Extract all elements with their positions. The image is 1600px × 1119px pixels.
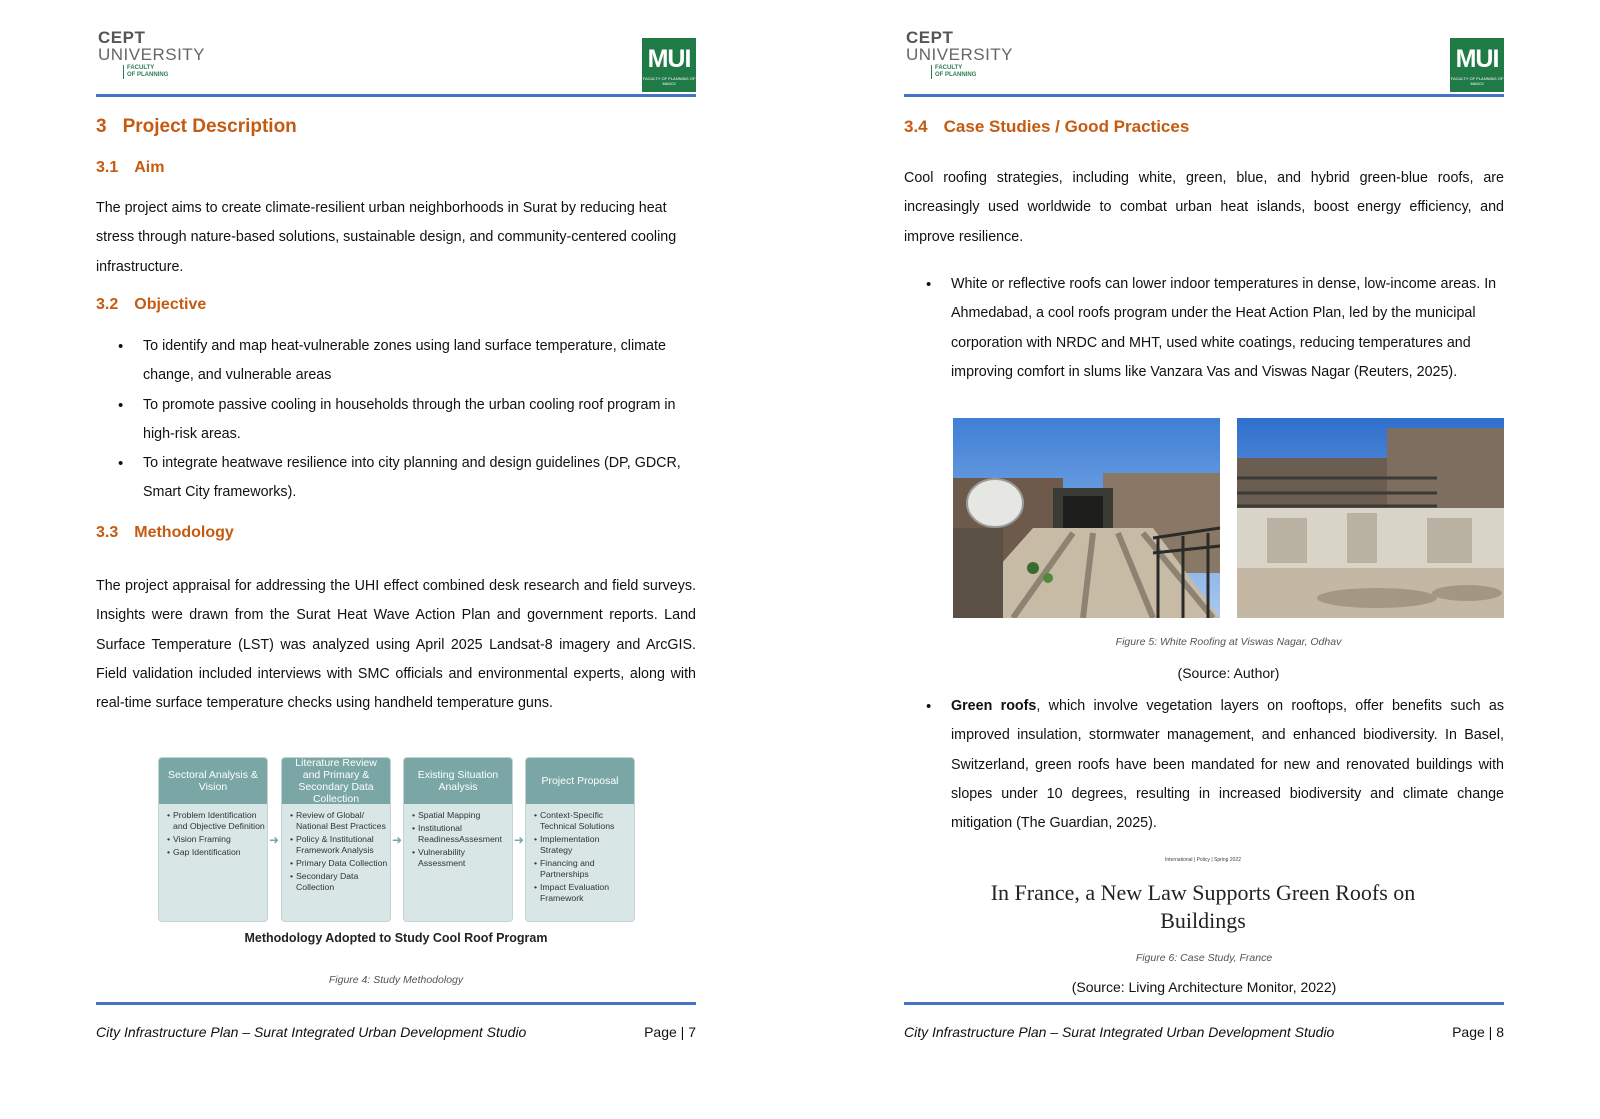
case-bullet-item: • Green roofs, which involve vegetation layers on rooftops, offer benefits such as improved insulation, stormwater management, and enhanced biodiversity. In Basel, Switzerland, green roofs have been mandated for new and renovated buildings with slopes under 10 degrees, resulting in increased biodiversity and climate change mitigation (The Guardian, 2025). [904, 692, 1504, 838]
objective-item: • To identify and map heat-vulnerable zones using land surface temperature, climate change, and vulnerable areas [96, 332, 696, 391]
article-meta: International | Policy | Spring 2022 [1165, 857, 1241, 863]
diagram-column-title: Sectoral Analysis & Vision [159, 758, 267, 804]
subheading-aim: 3.1 Aim [96, 159, 165, 176]
arrow-right-icon: ➜ [513, 833, 525, 847]
diagram-column-title: Existing Situation Analysis [404, 758, 512, 804]
subheading-methodology: 3.3 Methodology [96, 524, 234, 541]
objective-item: • To promote passive cooling in households through the urban cooling roof program in high-risk areas. [96, 391, 696, 450]
cept-university-logo [98, 30, 208, 82]
case-bullet-green-roofs [904, 692, 1504, 838]
case-bullet-white-roofs [904, 270, 1504, 387]
arrow-right-icon: ➜ [391, 833, 403, 847]
logo-text-cept: CEPT [906, 28, 954, 47]
subheading-case-studies: 3.4 Case Studies / Good Practices [904, 117, 1190, 136]
diagram-item: • Review of Global/ National Best Practices [290, 810, 388, 832]
footer-rule [904, 1002, 1504, 1005]
page-number: Page | 7 [644, 1024, 696, 1040]
diagram-item: • Context-Specific Technical Solutions [534, 810, 632, 832]
diagram-item: • Gap Identification [167, 847, 265, 858]
aim-paragraph: The project aims to create climate-resilient urban neighborhoods in Surat by reducing heat stress through nature-based solutions, sustainable design, and community-centered cooling infrastructure. [96, 200, 677, 275]
mui-logo: MUI FACULTY OF PLANNING OF MADOI [1450, 38, 1504, 92]
header-rule [904, 94, 1504, 97]
logo-text-faculty: FACULTY OF PLANNING [123, 65, 208, 79]
diagram-column-literature-review [281, 757, 391, 922]
diagram-title: Methodology Adopted to Study Cool Roof Program [244, 931, 548, 945]
photo-white-roofing-terrace [953, 418, 1220, 618]
diagram-item: • Vision Framing [167, 834, 265, 845]
diagram-item: • Primary Data Collection [290, 858, 388, 869]
figure-5-source: (Source: Author) [1177, 665, 1280, 681]
logo-text-faculty: FACULTY OF PLANNING [931, 65, 1016, 79]
diagram-column-existing-situation [403, 757, 513, 922]
objective-item: • To integrate heatwave resilience into city planning and design guidelines (DP, GDCR, Smart City frameworks). [96, 449, 696, 508]
diagram-column-project-proposal [525, 757, 635, 922]
diagram-item: • Institutional ReadinessAssesment [412, 823, 510, 845]
figure-4-caption: Figure 4: Study Methodology [328, 974, 464, 986]
arrow-right-icon: ➜ [268, 833, 280, 847]
figure-5-caption: Figure 5: White Roofing at Viswas Nagar, Odhav [1115, 636, 1342, 648]
section-heading-project-description: 3 Project Description [96, 116, 297, 137]
footer-rule [96, 1002, 696, 1005]
mui-logo: MUI FACULTY OF PLANNING OF MADOI [642, 38, 696, 92]
cept-university-logo [906, 30, 1016, 82]
case-intro-paragraph: Cool roofing strategies, including white, green, blue, and hybrid green-blue roofs, are increasingly used worldwide to combat urban heat islands, boost energy efficiency, and improve resilience. [904, 170, 1504, 245]
diagram-item: • Problem Identification and Objective Definition [167, 810, 265, 832]
subheading-objective: 3.2 Objective [96, 296, 207, 313]
diagram-item: • Financing and Partnerships [534, 858, 632, 880]
logo-text-cept: CEPT [98, 28, 146, 47]
footer-title: City Infrastructure Plan – Surat Integrated Urban Development Studio [904, 1024, 1335, 1040]
diagram-column-sectoral-analysis [158, 757, 268, 922]
article-headline-image: In France, a New Law Supports Green Roofs on Buildings [990, 880, 1416, 933]
diagram-item: • Implementation Strategy [534, 834, 632, 856]
logo-text-university: UNIVERSITY [906, 45, 1014, 64]
document-page-8 [808, 0, 1600, 1119]
green-roofs-term: Green roofs [951, 698, 1037, 714]
methodology-paragraph: The project appraisal for addressing the UHI effect combined desk research and field surveys. Insights were drawn from the Surat Heat Wave Action Plan and government reports. Land Surface Temperature (LST) was analyzed using April 2025 Landsat-8 imagery and ArcGIS. Field validation included interviews with SMC officials and environmental experts, along with real-time surface temperature checks using handheld temperature guns. [96, 578, 696, 712]
figure-6-source: (Source: Living Architecture Monitor, 2022) [1071, 979, 1337, 995]
header-rule [96, 94, 696, 97]
figure-6-caption: Figure 6: Case Study, France [1135, 952, 1273, 964]
diagram-item: • Secondary Data Collection [290, 871, 388, 893]
diagram-column-title: Project Proposal [526, 758, 634, 804]
case-bullet-item: • White or reflective roofs can lower indoor temperatures in dense, low-income areas. In Ahmedabad, a cool roofs program under the Heat Action Plan, led by the municipal corporation with NRDC and MHT, used white coatings, reducing temperatures and improving comfort in slums like Vanzara Vas and Viswas Nagar (Reuters, 2025). [904, 270, 1504, 387]
diagram-item: • Spatial Mapping [412, 810, 510, 821]
photo-white-roofing-parapet [1237, 418, 1504, 618]
methodology-diagram [158, 757, 634, 922]
page-number: Page | 8 [1452, 1024, 1504, 1040]
diagram-item: • Vulnerability Assessment [412, 847, 510, 869]
diagram-item: • Impact Evaluation Framework [534, 882, 632, 904]
diagram-item: • Policy & Institutional Framework Analysis [290, 834, 388, 856]
objective-list [96, 332, 696, 508]
diagram-column-title: Literature Review and Primary & Secondary Data Collection [282, 758, 390, 804]
footer-title: City Infrastructure Plan – Surat Integrated Urban Development Studio [96, 1024, 527, 1040]
logo-text-university: UNIVERSITY [98, 45, 206, 64]
